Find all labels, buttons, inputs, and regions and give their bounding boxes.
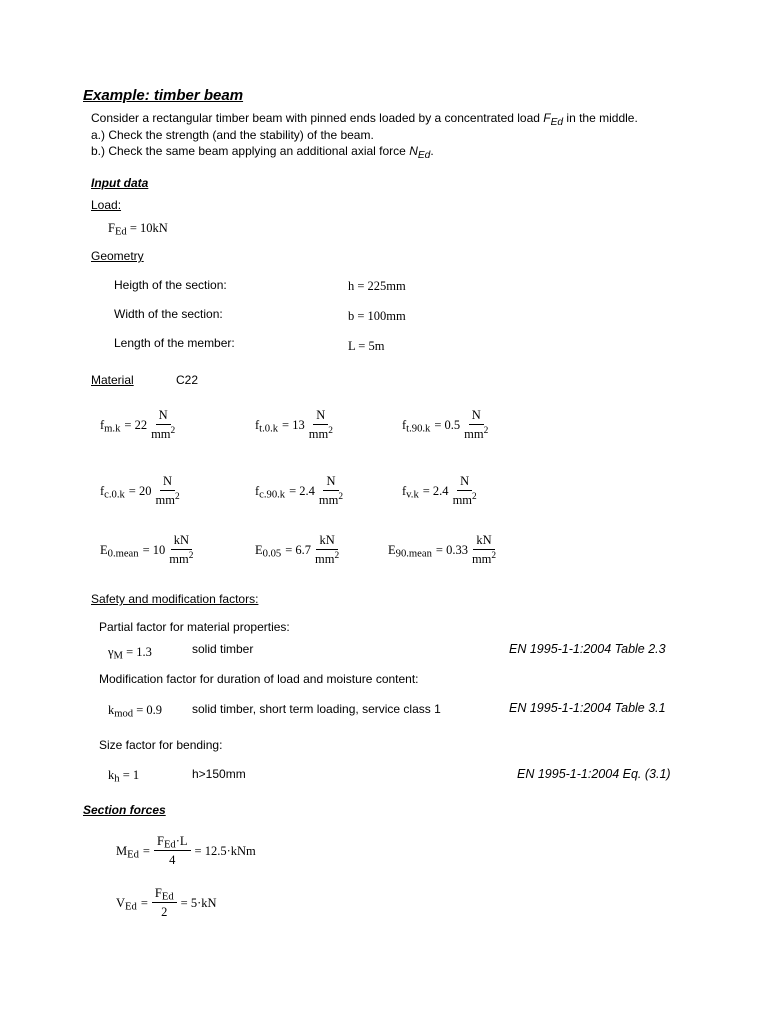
geometry-heading: Geometry	[91, 249, 144, 263]
prop-value: = 6.7	[285, 542, 312, 557]
kh-subscript: h	[114, 773, 120, 785]
prop-value: = 20	[128, 483, 152, 498]
prop-fmk	[100, 408, 175, 442]
ved-symbol: V	[116, 895, 126, 910]
intro-axial-subscript: Ed	[417, 150, 431, 162]
unit-denominator: $mm^2$	[308, 425, 333, 441]
geometry-label-length: Length of the member:	[114, 336, 235, 350]
gamma-value: = 1.3	[126, 645, 152, 659]
prop-value: = 2.4	[289, 483, 315, 498]
unit-fraction	[309, 408, 333, 442]
unit-denominator: $mm^2$	[155, 491, 180, 507]
unit-fraction	[151, 408, 175, 442]
unit-numerator: N	[469, 408, 484, 425]
med-symbol: M	[116, 843, 128, 858]
med-result: = 12.5·kNm	[194, 843, 256, 858]
intro-line-1	[91, 111, 638, 129]
prop-fc90k	[255, 474, 343, 508]
prop-value: = 2.4	[422, 483, 449, 498]
ved-result: = 5·kN	[180, 895, 217, 910]
gamma-description: solid timber	[192, 642, 254, 656]
partial-factor-label: Partial factor for material properties:	[99, 620, 290, 634]
ved-formula	[116, 886, 217, 920]
prop-symbol: f	[255, 483, 260, 498]
width-symbol: b	[348, 309, 355, 323]
med-equals: =	[142, 843, 150, 858]
ved-fraction	[152, 886, 177, 920]
prop-symbol: f	[402, 417, 407, 432]
prop-subscript: c.0.k	[104, 489, 125, 501]
prop-fvk	[402, 474, 477, 508]
geometry-value-height	[348, 279, 406, 294]
unit-denominator: $mm^2$	[315, 550, 340, 566]
length-symbol: L	[348, 339, 356, 353]
prop-symbol: E	[388, 542, 396, 557]
load-fed	[108, 221, 168, 236]
prop-fc0k	[100, 474, 180, 508]
intro-line-1-tail: in the middle.	[563, 111, 638, 125]
prop-symbol: f	[100, 483, 105, 498]
unit-fraction	[464, 408, 488, 442]
intro-line-1-text: Consider a rectangular timber beam with pinned ends loaded by a concentrated load	[91, 111, 544, 125]
unit-numerator: N	[160, 474, 175, 491]
kh-reference: EN 1995-1-1:2004 Eq. (3.1)	[517, 767, 671, 781]
geometry-value-length	[348, 339, 384, 354]
prop-subscript: 90.mean	[395, 548, 432, 560]
load-symbol: F	[108, 221, 115, 235]
unit-denominator: $mm^2$	[151, 425, 176, 441]
unit-fraction	[453, 474, 477, 508]
safety-heading: Safety and modification factors:	[91, 592, 259, 606]
prop-ft0k	[255, 408, 333, 442]
unit-fraction	[169, 533, 193, 567]
med-denominator: 4	[169, 853, 176, 867]
geometry-label-height: Heigth of the section:	[114, 278, 227, 292]
material-heading: Material	[91, 373, 134, 387]
unit-numerator: kN	[316, 533, 337, 550]
prop-value: = 13	[282, 417, 305, 432]
prop-value: = 0.5	[434, 417, 461, 432]
prop-subscript: t.90.k	[406, 423, 431, 435]
prop-symbol: f	[100, 417, 105, 432]
gamma-m-formula	[108, 645, 152, 660]
med-formula	[116, 834, 256, 868]
size-factor-label: Size factor for bending:	[99, 738, 223, 752]
page-title: Example: timber beam	[83, 87, 244, 104]
med-fraction	[154, 834, 191, 868]
section-forces-heading: Section forces	[83, 803, 166, 817]
length-value: = 5m	[358, 339, 385, 353]
unit-fraction	[155, 474, 179, 508]
input-data-heading: Input data	[91, 176, 149, 190]
intro-axial-symbol: N	[409, 144, 418, 158]
prop-subscript: c.90.k	[259, 489, 286, 501]
prop-e90mean	[388, 533, 496, 567]
prop-symbol: E	[100, 542, 108, 557]
intro-load-symbol: F	[543, 111, 551, 125]
ved-equals: =	[140, 895, 148, 910]
unit-numerator: kN	[473, 533, 494, 550]
load-label: Load:	[91, 198, 122, 212]
unit-numerator: N	[313, 408, 328, 425]
unit-denominator: $mm^2$	[464, 425, 489, 441]
modification-factor-label: Modification factor for duration of load and moisture content:	[99, 672, 419, 686]
prop-symbol: E	[255, 542, 263, 557]
kmod-symbol: k	[108, 703, 115, 717]
prop-ft90k	[402, 408, 488, 442]
load-value: = 10kN	[129, 221, 168, 235]
kh-value: = 1	[122, 768, 140, 782]
unit-fraction	[319, 474, 343, 508]
gamma-subscript: M	[113, 650, 123, 662]
ved-subscript: Ed	[125, 901, 137, 913]
unit-denominator: $mm^2$	[169, 550, 194, 566]
gamma-symbol: γ	[108, 645, 114, 659]
kh-description: h>150mm	[192, 767, 246, 781]
height-value: = 225mm	[357, 279, 406, 293]
prop-symbol: f	[402, 483, 407, 498]
kmod-value: = 0.9	[136, 703, 163, 717]
prop-e005	[255, 533, 339, 567]
med-numerator: $F_{Ed}\cdot L$	[154, 834, 191, 851]
unit-numerator: kN	[171, 533, 192, 550]
material-grade: C22	[176, 373, 199, 387]
kh-formula	[108, 768, 139, 783]
prop-subscript: v.k	[406, 489, 419, 501]
unit-denominator: $mm^2$	[318, 491, 344, 507]
prop-value: = 22	[124, 417, 148, 432]
prop-subscript: 0.05	[262, 548, 282, 560]
med-subscript: Ed	[127, 849, 139, 861]
kmod-subscript: mod	[114, 708, 134, 720]
height-symbol: h	[348, 279, 355, 293]
kh-symbol: k	[108, 768, 115, 782]
unit-numerator: N	[323, 474, 338, 491]
geometry-value-width	[348, 309, 406, 324]
intro-line-3	[91, 144, 434, 162]
intro-line-2: a.) Check the strength (and the stability) of the beam.	[91, 128, 374, 142]
load-subscript: Ed	[114, 226, 127, 238]
prop-value: = 0.33	[435, 542, 468, 557]
geometry-label-width: Width of the section:	[114, 307, 223, 321]
unit-fraction	[472, 533, 496, 567]
unit-numerator: N	[156, 408, 171, 425]
kmod-description: solid timber, short term loading, service class 1	[192, 702, 441, 716]
unit-fraction	[315, 533, 339, 567]
unit-denominator: $mm^2$	[452, 491, 477, 507]
intro-line-3-text: b.) Check the same beam applying an additional axial force	[91, 144, 410, 158]
prop-subscript: m.k	[104, 423, 121, 435]
unit-denominator: $mm^2$	[471, 550, 497, 566]
intro-line-3-tail: .	[430, 144, 434, 158]
ved-denominator: 2	[161, 905, 168, 919]
gamma-reference: EN 1995-1-1:2004 Table 2.3	[509, 642, 666, 656]
unit-numerator: N	[457, 474, 472, 491]
prop-symbol: f	[255, 417, 260, 432]
width-value: = 100mm	[357, 309, 406, 323]
prop-e0mean	[100, 533, 193, 567]
kmod-reference: EN 1995-1-1:2004 Table 3.1	[509, 701, 666, 715]
ved-numerator: $F_{Ed}$	[152, 886, 177, 903]
intro-load-subscript: Ed	[550, 117, 564, 129]
prop-subscript: 0.mean	[107, 548, 139, 560]
kmod-formula	[108, 703, 162, 718]
prop-value: = 10	[142, 542, 166, 557]
prop-subscript: t.0.k	[259, 423, 279, 435]
